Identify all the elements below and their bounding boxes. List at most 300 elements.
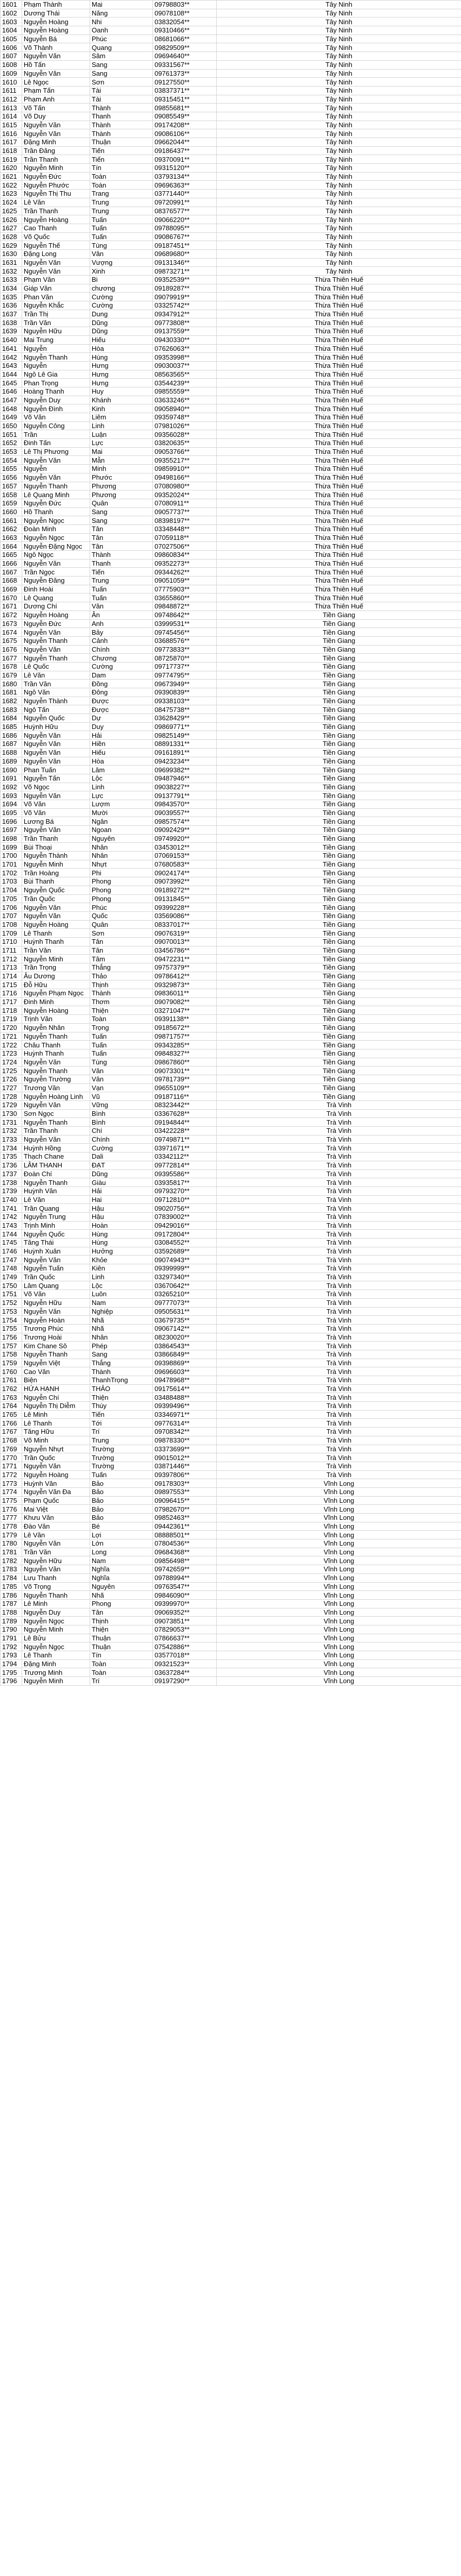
given-name-cell: Bảo — [90, 1505, 153, 1514]
table-row — [1, 1212, 461, 1221]
table-row — [1, 404, 461, 413]
table-row — [1, 1273, 461, 1281]
row-number-cell: 1620 — [1, 164, 22, 173]
phone-cell: 09347912** — [153, 310, 217, 318]
table-row — [1, 1342, 461, 1350]
surname-cell: Lê Thanh — [22, 1651, 90, 1660]
row-number-cell: 1651 — [1, 430, 22, 439]
phone-cell: 09696363** — [153, 181, 217, 190]
surname-cell: Nguyễn Văn — [22, 1462, 90, 1470]
province-cell: Thừa Thiên Huế — [217, 585, 461, 594]
given-name-cell: Thiện — [90, 1393, 153, 1402]
given-name-cell: Nhân — [90, 843, 153, 852]
row-number-cell: 1622 — [1, 181, 22, 190]
phone-cell: 09399228** — [153, 903, 217, 912]
given-name-cell: Nhựt — [90, 860, 153, 869]
row-number-cell: 1718 — [1, 1006, 22, 1015]
surname-cell: Đoàn Minh — [22, 524, 90, 533]
phone-cell: 09859910** — [153, 465, 217, 473]
row-number-cell: 1666 — [1, 559, 22, 568]
surname-cell: Nguyễn Văn — [22, 1307, 90, 1316]
province-cell: Vĩnh Long — [217, 1522, 461, 1531]
surname-cell: Nguyễn Thành — [22, 697, 90, 705]
table-row — [1, 542, 461, 551]
province-cell: Tây Ninh — [217, 138, 461, 147]
surname-cell: Nguyễn Minh — [22, 164, 90, 173]
phone-cell: 07080911** — [153, 499, 217, 507]
phone-cell: 09370091** — [153, 155, 217, 164]
row-number-cell: 1704 — [1, 886, 22, 894]
row-number-cell: 1696 — [1, 817, 22, 826]
table-row — [1, 86, 461, 95]
table-row — [1, 946, 461, 955]
phone-cell: 09355217** — [153, 456, 217, 465]
surname-cell: Nguyễn Thanh — [22, 1350, 90, 1359]
surname-cell: Trần Thanh — [22, 155, 90, 164]
table-row — [1, 594, 461, 602]
row-number-cell: 1653 — [1, 447, 22, 456]
surname-cell: Nguyễn Thanh — [22, 1178, 90, 1187]
province-cell: Tiền Giang — [217, 619, 461, 628]
given-name-cell: Luôn — [90, 1290, 153, 1299]
table-row — [1, 533, 461, 542]
table-row — [1, 937, 461, 946]
phone-cell: 07981026** — [153, 421, 217, 430]
given-name-cell: Thành — [90, 121, 153, 129]
province-cell: Tiền Giang — [217, 963, 461, 972]
row-number-cell: 1652 — [1, 439, 22, 448]
province-cell: Thừa Thiên Huế — [217, 387, 461, 396]
row-number-cell: 1695 — [1, 808, 22, 817]
row-number-cell: 1759 — [1, 1359, 22, 1367]
phone-cell: 03084552** — [153, 1239, 217, 1247]
province-cell: Tây Ninh — [217, 104, 461, 112]
given-name-cell: Tân — [90, 937, 153, 946]
phone-cell: 09429016** — [153, 1221, 217, 1230]
row-number-cell: 1705 — [1, 894, 22, 903]
surname-cell: Nguyễn Văn — [22, 1135, 90, 1144]
row-number-cell: 1736 — [1, 1161, 22, 1170]
row-number-cell: 1629 — [1, 241, 22, 250]
province-cell: Tiền Giang — [217, 1041, 461, 1049]
given-name-cell: Lâm — [90, 766, 153, 774]
table-row — [1, 1066, 461, 1075]
surname-cell: Nguyễn Ngọc — [22, 1642, 90, 1651]
row-number-cell: 1715 — [1, 980, 22, 989]
given-name-cell: Đồng — [90, 680, 153, 688]
given-name-cell: Chính — [90, 1135, 153, 1144]
surname-cell: Nguyễn Khắc — [22, 301, 90, 310]
phone-cell: 09172804** — [153, 1230, 217, 1239]
surname-cell: Lê Văn — [22, 198, 90, 207]
surname-cell: Đinh Minh — [22, 997, 90, 1006]
phone-cell: 09174208** — [153, 121, 217, 129]
surname-cell: Nguyễn Văn — [22, 473, 90, 482]
table-row — [1, 396, 461, 404]
given-name-cell: Trường — [90, 1445, 153, 1453]
surname-cell: Nguyễn Nhựt — [22, 1445, 90, 1453]
phone-cell: 09338103** — [153, 697, 217, 705]
phone-cell: 09067142** — [153, 1324, 217, 1333]
row-number-cell: 1735 — [1, 1153, 22, 1161]
given-name-cell: Trọng — [90, 1023, 153, 1032]
phone-cell: 08888501** — [153, 1531, 217, 1539]
table-row — [1, 1316, 461, 1325]
given-name-cell: Dam — [90, 671, 153, 680]
surname-cell: Trương Văn — [22, 1083, 90, 1092]
row-number-cell: 1690 — [1, 766, 22, 774]
given-name-cell: Ngân — [90, 817, 153, 826]
province-cell: Tây Ninh — [217, 86, 461, 95]
phone-cell: 09096415** — [153, 1496, 217, 1505]
given-name-cell: Sang — [90, 69, 153, 78]
phone-cell: 03793134** — [153, 172, 217, 181]
surname-cell: Võ Văn — [22, 1290, 90, 1299]
province-cell: Trà Vinh — [217, 1410, 461, 1419]
table-row — [1, 95, 461, 104]
phone-cell: 08475738** — [153, 705, 217, 714]
surname-cell: Tăng Hữu — [22, 1428, 90, 1436]
phone-cell: 09694640** — [153, 52, 217, 61]
phone-cell: 09788994** — [153, 1573, 217, 1582]
surname-cell: Sơn Ngọc — [22, 1109, 90, 1118]
given-name-cell: Trí — [90, 1677, 153, 1686]
surname-cell: Nguyễn — [22, 361, 90, 370]
province-cell: Tây Ninh — [217, 95, 461, 104]
province-cell: Trà Vinh — [217, 1298, 461, 1307]
surname-cell: Tăng Thái — [22, 1239, 90, 1247]
surname-cell: Nguyễn Thanh — [22, 654, 90, 663]
table-row — [1, 817, 461, 826]
phone-cell: 09399970** — [153, 1599, 217, 1608]
phone-cell: 09487946** — [153, 774, 217, 783]
province-cell: Tây Ninh — [217, 26, 461, 35]
given-name-cell: Tuấn — [90, 1049, 153, 1058]
surname-cell: Lương Bá — [22, 817, 90, 826]
phone-cell: 09079919** — [153, 293, 217, 301]
surname-cell: Trần Văn — [22, 946, 90, 955]
given-name-cell: Hậu — [90, 1212, 153, 1221]
phone-cell: 03633246** — [153, 396, 217, 404]
province-cell: Tây Ninh — [217, 181, 461, 190]
row-number-cell: 1792 — [1, 1642, 22, 1651]
phone-cell: 09020756** — [153, 1204, 217, 1213]
table-row — [1, 276, 461, 284]
table-row — [1, 1367, 461, 1376]
surname-cell: Nguyễn Văn — [22, 791, 90, 800]
surname-cell: Nguyễn Minh — [22, 955, 90, 963]
province-cell: Tiền Giang — [217, 791, 461, 800]
surname-cell: Nguyễn Văn — [22, 258, 90, 267]
row-number-cell: 1668 — [1, 577, 22, 585]
province-cell: Tiền Giang — [217, 834, 461, 843]
table-row — [1, 146, 461, 155]
surname-cell: Phạm Văn — [22, 276, 90, 284]
row-number-cell: 1788 — [1, 1608, 22, 1617]
surname-cell: Trần Quốc — [22, 1453, 90, 1462]
row-number-cell: 1787 — [1, 1599, 22, 1608]
table-row — [1, 1187, 461, 1195]
phone-cell: 03837371** — [153, 86, 217, 95]
table-row — [1, 1144, 461, 1153]
province-cell: Tây Ninh — [217, 18, 461, 26]
province-cell: Tiền Giang — [217, 662, 461, 671]
given-name-cell: Hải — [90, 731, 153, 740]
phone-cell: 07804536** — [153, 1539, 217, 1548]
table-row — [1, 1462, 461, 1470]
row-number-cell: 1733 — [1, 1135, 22, 1144]
phone-cell: 09070013** — [153, 937, 217, 946]
table-row — [1, 1376, 461, 1385]
phone-cell: 09066220** — [153, 215, 217, 224]
row-number-cell: 1724 — [1, 1058, 22, 1066]
given-name-cell: Nam — [90, 1298, 153, 1307]
phone-cell: 07680583** — [153, 860, 217, 869]
row-number-cell: 1713 — [1, 963, 22, 972]
given-name-cell: Mai — [90, 1, 153, 9]
province-cell: Thừa Thiên Huế — [217, 361, 461, 370]
given-name-cell: Hoàn — [90, 1221, 153, 1230]
row-number-cell: 1781 — [1, 1548, 22, 1556]
phone-cell: 03456786** — [153, 946, 217, 955]
phone-cell: 09092429** — [153, 826, 217, 835]
table-row — [1, 1247, 461, 1256]
phone-cell: 07626063** — [153, 344, 217, 353]
row-number-cell: 1642 — [1, 353, 22, 362]
surname-cell: Trần Ngọc — [22, 568, 90, 577]
table-row — [1, 190, 461, 198]
surname-cell: Ngô Lê Gia — [22, 370, 90, 379]
table-row — [1, 507, 461, 516]
table-row — [1, 645, 461, 654]
given-name-cell: Bảo — [90, 1479, 153, 1488]
phone-cell: 07027506** — [153, 542, 217, 551]
table-row — [1, 318, 461, 327]
table-row — [1, 35, 461, 43]
given-name-cell: Thành — [90, 104, 153, 112]
phone-cell: 09712810** — [153, 1195, 217, 1204]
given-name-cell: Bình — [90, 1118, 153, 1127]
given-name-cell: Tuấn — [90, 585, 153, 594]
province-cell: Tây Ninh — [217, 60, 461, 69]
phone-cell: 09662044** — [153, 138, 217, 147]
province-cell: Trà Vinh — [217, 1281, 461, 1290]
given-name-cell: Tuấn — [90, 1032, 153, 1041]
table-row — [1, 224, 461, 232]
phone-cell: 09498166** — [153, 473, 217, 482]
surname-cell: Trần Đăng — [22, 146, 90, 155]
surname-cell: Nguyễn Đức — [22, 499, 90, 507]
row-number-cell: 1606 — [1, 43, 22, 52]
surname-cell: Huỳnh Văn — [22, 1479, 90, 1488]
phone-cell: 09343285** — [153, 1041, 217, 1049]
table-row — [1, 310, 461, 318]
row-number-cell: 1677 — [1, 654, 22, 663]
surname-cell: Mai Việt — [22, 1505, 90, 1514]
row-number-cell: 1623 — [1, 190, 22, 198]
table-row — [1, 387, 461, 396]
row-number-cell: 1714 — [1, 972, 22, 980]
row-number-cell: 1761 — [1, 1376, 22, 1385]
surname-cell: Nguyễn Đình — [22, 404, 90, 413]
phone-cell: 09708342** — [153, 1428, 217, 1436]
surname-cell: Nguyễn Văn — [22, 1256, 90, 1264]
phone-cell: 09748642** — [153, 611, 217, 619]
table-row — [1, 1487, 461, 1496]
row-number-cell: 1621 — [1, 172, 22, 181]
province-cell: Trà Vinh — [217, 1170, 461, 1178]
surname-cell: Trần Trọng — [22, 963, 90, 972]
surname-cell: Nguyễn Thế — [22, 241, 90, 250]
table-row — [1, 335, 461, 344]
province-cell: Tiền Giang — [217, 783, 461, 791]
surname-cell: Võ Văn — [22, 808, 90, 817]
row-number-cell: 1763 — [1, 1393, 22, 1402]
surname-cell: Nguyễn Văn — [22, 826, 90, 835]
phone-cell: 09776314** — [153, 1419, 217, 1428]
given-name-cell: Nhân — [90, 1333, 153, 1342]
table-row — [1, 1410, 461, 1419]
table-row — [1, 877, 461, 886]
table-row — [1, 1599, 461, 1608]
row-number-cell: 1680 — [1, 680, 22, 688]
surname-cell: Nguyễn Thanh — [22, 353, 90, 362]
row-number-cell: 1613 — [1, 104, 22, 112]
province-cell: Tiền Giang — [217, 980, 461, 989]
table-row — [1, 688, 461, 697]
province-cell: Thừa Thiên Huế — [217, 301, 461, 310]
surname-cell: Nguyễn Bá — [22, 35, 90, 43]
surname-cell: Châu Thanh — [22, 1041, 90, 1049]
phone-cell: 09074943** — [153, 1256, 217, 1264]
phone-cell: 09505631** — [153, 1307, 217, 1316]
phone-cell: 03688576** — [153, 636, 217, 645]
given-name-cell: Tín — [90, 164, 153, 173]
row-number-cell: 1796 — [1, 1677, 22, 1686]
phone-cell: 09781739** — [153, 1075, 217, 1083]
given-name-cell: Bé — [90, 1522, 153, 1531]
table-row — [1, 1041, 461, 1049]
province-cell: Trà Vinh — [217, 1342, 461, 1350]
surname-cell: Nguyễn Thanh — [22, 1032, 90, 1041]
surname-cell: Nguyễn Hữu — [22, 327, 90, 336]
province-cell: Thừa Thiên Huế — [217, 490, 461, 499]
row-number-cell: 1693 — [1, 791, 22, 800]
given-name-cell: Bảo — [90, 1496, 153, 1505]
given-name-cell: Thiện — [90, 1006, 153, 1015]
row-number-cell: 1618 — [1, 146, 22, 155]
province-cell: Tây Ninh — [217, 155, 461, 164]
surname-cell: Lê Minh — [22, 1410, 90, 1419]
table-row — [1, 1668, 461, 1677]
surname-cell: Nguyễn Văn — [22, 121, 90, 129]
province-cell: Thừa Thiên Huế — [217, 318, 461, 327]
table-row — [1, 327, 461, 336]
surname-cell: Nguyễn Đặng Ngọc — [22, 542, 90, 551]
given-name-cell: Sang — [90, 60, 153, 69]
surname-cell: Đặng Long — [22, 249, 90, 258]
surname-cell: Nguyễn Văn — [22, 1539, 90, 1548]
province-cell: Trà Vinh — [217, 1127, 461, 1136]
surname-cell: Nguyễn Văn — [22, 740, 90, 749]
surname-cell: Nguyễn Hoàng — [22, 26, 90, 35]
surname-cell: Trần Thanh — [22, 207, 90, 215]
given-name-cell: Long — [90, 1548, 153, 1556]
table-row — [1, 852, 461, 860]
given-name-cell: Đông — [90, 688, 153, 697]
row-number-cell: 1619 — [1, 155, 22, 164]
table-row — [1, 361, 461, 370]
surname-cell: Nguyễn Thị Thu — [22, 190, 90, 198]
province-cell: Vĩnh Long — [217, 1496, 461, 1505]
row-number-cell: 1683 — [1, 705, 22, 714]
phone-cell: 07080980** — [153, 482, 217, 490]
table-row — [1, 1384, 461, 1393]
phone-cell: 09030037** — [153, 361, 217, 370]
row-number-cell: 1793 — [1, 1651, 22, 1660]
given-name-cell: Tân — [90, 1608, 153, 1617]
given-name-cell: Hiếu — [90, 748, 153, 757]
province-cell: Vĩnh Long — [217, 1634, 461, 1642]
table-row — [1, 430, 461, 439]
surname-cell: Huỳnh Thanh — [22, 1049, 90, 1058]
row-number-cell: 1611 — [1, 86, 22, 95]
province-cell: Trà Vinh — [217, 1445, 461, 1453]
province-cell: Tiền Giang — [217, 929, 461, 938]
row-number-cell: 1681 — [1, 688, 22, 697]
province-cell: Tây Ninh — [217, 52, 461, 61]
table-row — [1, 860, 461, 869]
given-name-cell: Mẫn — [90, 456, 153, 465]
province-cell: Thừa Thiên Huế — [217, 507, 461, 516]
surname-cell: Trần Hoàng — [22, 869, 90, 877]
given-name-cell: Toàn — [90, 181, 153, 190]
row-number-cell: 1692 — [1, 783, 22, 791]
row-number-cell: 1738 — [1, 1178, 22, 1187]
given-name-cell: Liêm — [90, 413, 153, 422]
surname-cell: Đặng Minh — [22, 1659, 90, 1668]
surname-cell: Nguyễn Chí — [22, 1393, 90, 1402]
phone-cell: 03342112** — [153, 1153, 217, 1161]
phone-cell: 09777073** — [153, 1298, 217, 1307]
table-row — [1, 748, 461, 757]
phone-cell: 09131346** — [153, 258, 217, 267]
given-name-cell: Lực — [90, 791, 153, 800]
province-cell: Tiền Giang — [217, 636, 461, 645]
row-number-cell: 1617 — [1, 138, 22, 147]
phone-cell: 09773833** — [153, 645, 217, 654]
table-row — [1, 1522, 461, 1531]
surname-cell: Nguyễn Hoàng — [22, 215, 90, 224]
surname-cell: Nguyễn Văn — [22, 267, 90, 276]
province-cell: Thừa Thiên Huế — [217, 568, 461, 577]
province-cell: Tiền Giang — [217, 757, 461, 766]
phone-cell: 09127550** — [153, 78, 217, 87]
surname-cell: Lê Văn — [22, 671, 90, 680]
row-number-cell: 1795 — [1, 1668, 22, 1677]
phone-cell: 03348448** — [153, 524, 217, 533]
province-cell: Trà Vinh — [217, 1453, 461, 1462]
province-cell: Thừa Thiên Huế — [217, 335, 461, 344]
row-number-cell: 1727 — [1, 1083, 22, 1092]
given-name-cell: Phước — [90, 473, 153, 482]
given-name-cell: Toàn — [90, 1015, 153, 1024]
table-row — [1, 834, 461, 843]
province-cell: Tiền Giang — [217, 972, 461, 980]
given-name-cell: Thuận — [90, 1634, 153, 1642]
given-name-cell: Chương — [90, 654, 153, 663]
province-cell: Tiền Giang — [217, 955, 461, 963]
